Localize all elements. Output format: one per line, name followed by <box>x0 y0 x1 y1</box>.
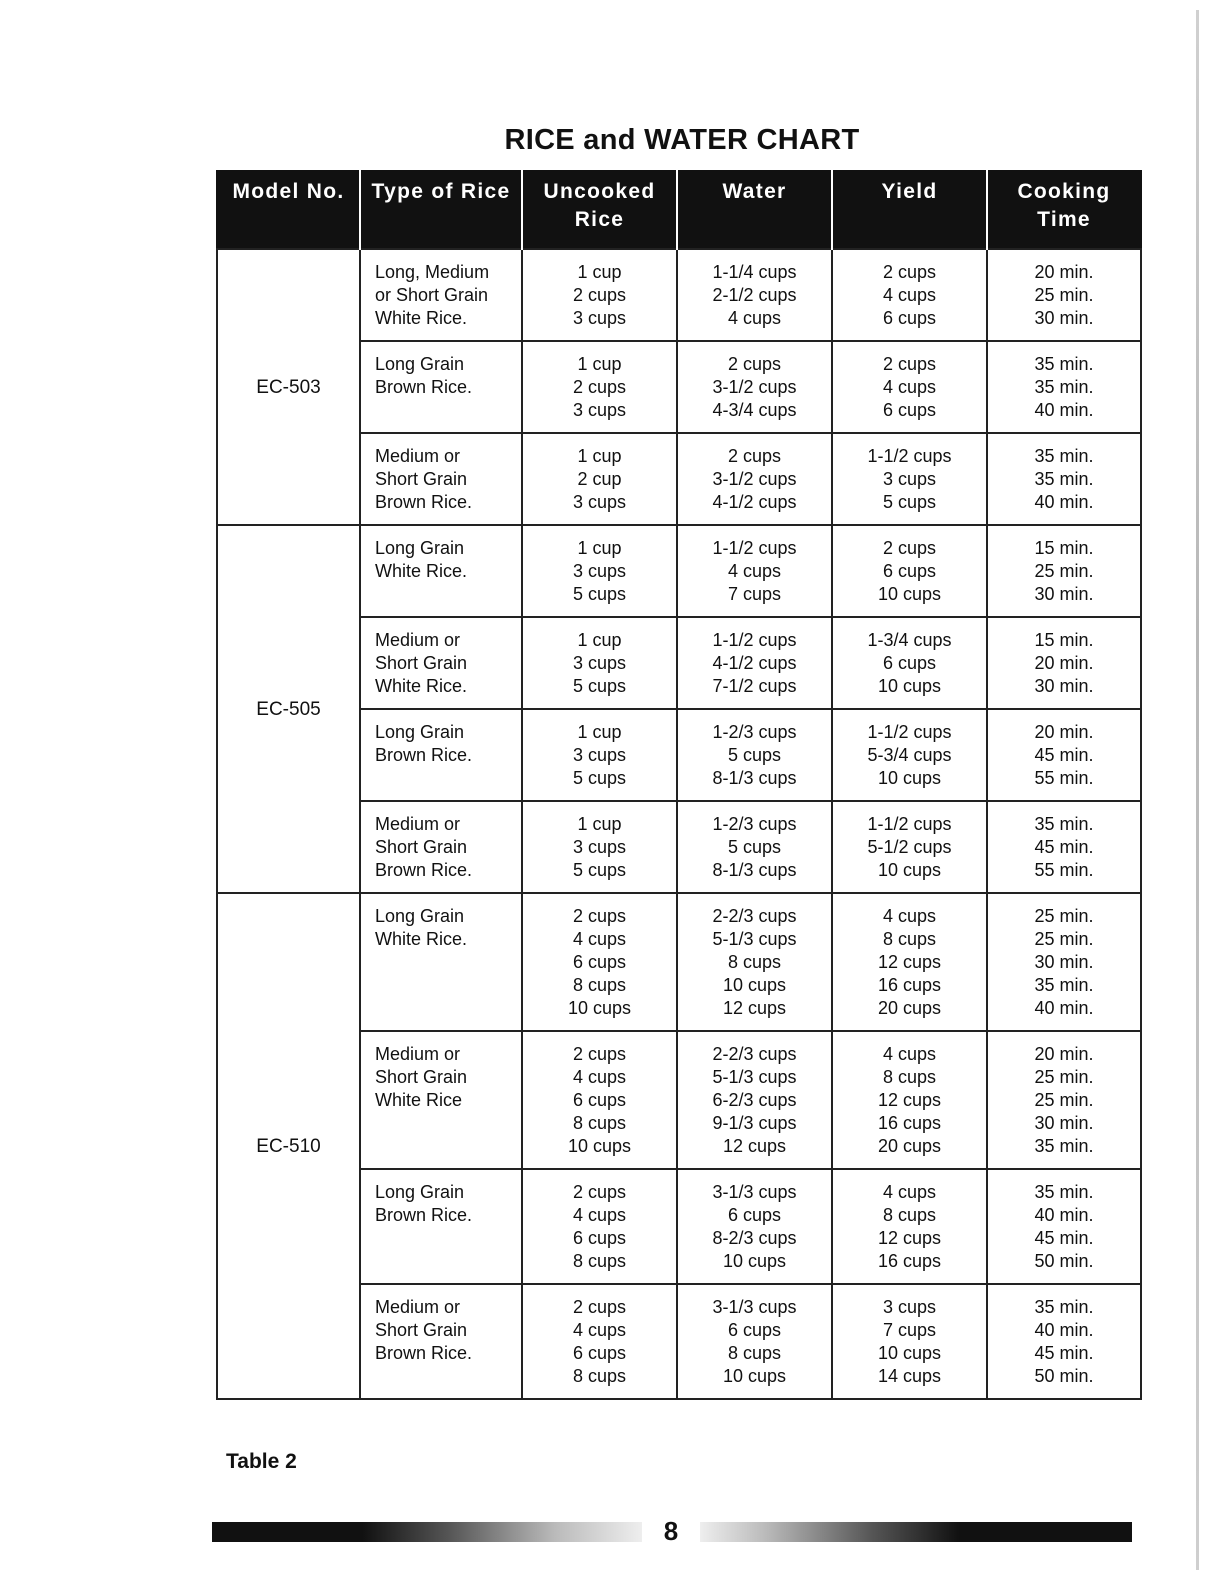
time-cell <box>987 1284 1141 1399</box>
page-number: 8 <box>663 1516 679 1546</box>
time-cell <box>987 1169 1141 1284</box>
yield-line: 8 cups <box>882 1067 937 1087</box>
water-line: 1-1/4 cups <box>712 262 797 282</box>
yield-line: 2 cups <box>882 262 937 282</box>
time-line: 40 min. <box>1034 400 1094 420</box>
time-line: 30 min. <box>1034 1113 1094 1133</box>
type-line: Brown Rice. <box>375 492 473 512</box>
water-line: 9-1/3 cups <box>712 1113 797 1133</box>
type-cell <box>360 1031 522 1169</box>
uncooked-line: 2 cups <box>572 906 627 926</box>
uncooked-line: 8 cups <box>572 1251 627 1271</box>
header-model: Model No. <box>217 171 360 249</box>
yield-line: 6 cups <box>882 308 937 328</box>
water-line: 12 cups <box>722 1136 787 1156</box>
time-line: 20 min. <box>1034 1044 1094 1064</box>
water-line: 10 cups <box>722 975 787 995</box>
uncooked-line: 5 cups <box>572 860 627 880</box>
yield-line: 2 cups <box>882 354 937 374</box>
table-caption: Table 2 <box>226 1450 297 1473</box>
time-line: 25 min. <box>1034 285 1094 305</box>
type-line: White Rice <box>375 1090 463 1110</box>
uncooked-line: 4 cups <box>572 929 627 949</box>
model-cell: EC-510 <box>217 893 360 1399</box>
time-line: 45 min. <box>1034 1343 1094 1363</box>
type-line: Long Grain <box>375 354 465 374</box>
yield-line: 6 cups <box>882 653 937 673</box>
water-line: 1-1/2 cups <box>712 630 797 650</box>
water-line: 6-2/3 cups <box>712 1090 797 1110</box>
time-line: 15 min. <box>1034 538 1094 558</box>
type-line: Long Grain <box>375 1182 465 1202</box>
yield-line: 14 cups <box>877 1366 942 1386</box>
type-cell <box>360 1169 522 1284</box>
water-cell <box>677 1031 832 1169</box>
time-line: 25 min. <box>1034 1090 1094 1110</box>
water-line: 10 cups <box>722 1366 787 1386</box>
table-row <box>217 893 1141 1031</box>
water-line: 7 cups <box>727 584 782 604</box>
type-line: Short Grain <box>375 1067 468 1087</box>
uncooked-line: 6 cups <box>572 1228 627 1248</box>
model-cell: EC-505 <box>217 525 360 893</box>
uncooked-cell <box>522 1284 677 1399</box>
yield-line: 12 cups <box>877 1090 942 1110</box>
type-line: Brown Rice. <box>375 1205 473 1225</box>
yield-line: 12 cups <box>877 1228 942 1248</box>
uncooked-line: 2 cups <box>572 1182 627 1202</box>
yield-line: 7 cups <box>882 1320 937 1340</box>
water-line: 5 cups <box>727 745 782 765</box>
type-cell <box>360 433 522 525</box>
time-cell <box>987 709 1141 801</box>
uncooked-line: 8 cups <box>572 1113 627 1133</box>
water-line: 8-1/3 cups <box>712 768 797 788</box>
uncooked-line: 6 cups <box>572 1090 627 1110</box>
time-line: 55 min. <box>1034 768 1094 788</box>
type-cell <box>360 341 522 433</box>
water-line: 2-2/3 cups <box>712 1044 797 1064</box>
type-cell <box>360 801 522 893</box>
yield-line: 8 cups <box>882 929 937 949</box>
yield-line: 4 cups <box>882 1044 937 1064</box>
yield-line: 4 cups <box>882 1182 937 1202</box>
time-line: 30 min. <box>1034 676 1094 696</box>
time-line: 20 min. <box>1034 653 1094 673</box>
type-line: Medium or <box>375 630 461 650</box>
yield-line: 1-1/2 cups <box>867 814 952 834</box>
yield-line: 5-3/4 cups <box>867 745 952 765</box>
time-line: 25 min. <box>1034 906 1094 926</box>
header-row <box>217 171 1141 249</box>
water-cell <box>677 341 832 433</box>
uncooked-line: 10 cups <box>567 1136 632 1156</box>
uncooked-line: 3 cups <box>572 561 627 581</box>
time-line: 40 min. <box>1034 1205 1094 1225</box>
header-uncooked: Uncooked Rice <box>522 171 677 249</box>
uncooked-line: 5 cups <box>572 676 627 696</box>
type-cell <box>360 249 522 341</box>
uncooked-line: 3 cups <box>572 400 627 420</box>
yield-line: 3 cups <box>882 469 937 489</box>
page-edge-shadow <box>1196 10 1199 1570</box>
yield-line: 20 cups <box>877 1136 942 1156</box>
water-cell <box>677 249 832 341</box>
yield-cell <box>832 709 987 801</box>
water-line: 5-1/3 cups <box>712 929 797 949</box>
water-cell <box>677 709 832 801</box>
water-line: 2-2/3 cups <box>712 906 797 926</box>
water-line: 8-2/3 cups <box>712 1228 797 1248</box>
time-cell <box>987 341 1141 433</box>
yield-line: 16 cups <box>877 975 942 995</box>
yield-line: 5 cups <box>882 492 937 512</box>
water-line: 1-1/2 cups <box>712 538 797 558</box>
water-line: 3-1/2 cups <box>712 469 797 489</box>
header-type: Type of Rice <box>360 171 522 249</box>
uncooked-line: 3 cups <box>572 492 627 512</box>
uncooked-line: 4 cups <box>572 1205 627 1225</box>
water-cell <box>677 893 832 1031</box>
water-line: 5-1/3 cups <box>712 1067 797 1087</box>
header-time: Cooking Time <box>987 171 1141 249</box>
time-cell <box>987 801 1141 893</box>
yield-line: 8 cups <box>882 1205 937 1225</box>
water-line: 3-1/2 cups <box>712 377 797 397</box>
uncooked-cell <box>522 617 677 709</box>
yield-cell <box>832 249 987 341</box>
type-cell <box>360 1284 522 1399</box>
time-cell <box>987 525 1141 617</box>
time-line: 45 min. <box>1034 837 1094 857</box>
table-body <box>217 249 1141 1399</box>
water-line: 4-1/2 cups <box>712 492 797 512</box>
time-line: 35 min. <box>1034 469 1094 489</box>
header-yield: Yield <box>832 171 987 249</box>
water-line: 3-1/3 cups <box>712 1297 797 1317</box>
type-line: Short Grain <box>375 469 468 489</box>
uncooked-line: 1 cup <box>577 262 622 282</box>
type-line: Medium or <box>375 1297 461 1317</box>
uncooked-line: 4 cups <box>572 1067 627 1087</box>
table-row <box>217 249 1141 341</box>
time-line: 45 min. <box>1034 1228 1094 1248</box>
type-line: Short Grain <box>375 1320 468 1340</box>
uncooked-cell <box>522 893 677 1031</box>
table-row <box>217 525 1141 617</box>
yield-line: 16 cups <box>877 1113 942 1133</box>
yield-line: 10 cups <box>877 1343 942 1363</box>
yield-line: 5-1/2 cups <box>867 837 952 857</box>
type-line: Long Grain <box>375 722 465 742</box>
uncooked-cell <box>522 801 677 893</box>
yield-line: 16 cups <box>877 1251 942 1271</box>
water-line: 7-1/2 cups <box>712 676 797 696</box>
yield-line: 4 cups <box>882 906 937 926</box>
uncooked-line: 3 cups <box>572 745 627 765</box>
yield-line: 10 cups <box>877 676 942 696</box>
yield-line: 6 cups <box>882 561 937 581</box>
type-line: Long Grain <box>375 538 465 558</box>
time-line: 35 min. <box>1034 814 1094 834</box>
header-water: Water <box>677 171 832 249</box>
type-line: White Rice. <box>375 561 468 581</box>
yield-cell <box>832 525 987 617</box>
uncooked-line: 3 cups <box>572 837 627 857</box>
water-cell <box>677 525 832 617</box>
uncooked-line: 2 cups <box>572 1297 627 1317</box>
water-line: 4-3/4 cups <box>712 400 797 420</box>
uncooked-line: 1 cup <box>577 814 622 834</box>
type-line: White Rice. <box>375 308 468 328</box>
yield-cell <box>832 1031 987 1169</box>
uncooked-cell <box>522 433 677 525</box>
type-line: Brown Rice. <box>375 860 473 880</box>
water-line: 2 cups <box>727 446 782 466</box>
type-line: Medium or <box>375 1044 461 1064</box>
yield-line: 20 cups <box>877 998 942 1018</box>
time-line: 35 min. <box>1034 975 1094 995</box>
water-line: 12 cups <box>722 998 787 1018</box>
type-line: Short Grain <box>375 837 468 857</box>
uncooked-line: 6 cups <box>572 952 627 972</box>
time-line: 25 min. <box>1034 1067 1094 1087</box>
time-cell <box>987 1031 1141 1169</box>
water-line: 5 cups <box>727 837 782 857</box>
yield-line: 4 cups <box>882 377 937 397</box>
uncooked-line: 5 cups <box>572 584 627 604</box>
water-line: 6 cups <box>727 1205 782 1225</box>
type-cell <box>360 525 522 617</box>
type-cell <box>360 617 522 709</box>
type-line: Medium or <box>375 814 461 834</box>
type-line: Long, Medium <box>375 262 490 282</box>
time-line: 50 min. <box>1034 1251 1094 1271</box>
time-line: 35 min. <box>1034 377 1094 397</box>
chart-title: RICE and WATER CHART <box>504 124 860 156</box>
yield-line: 3 cups <box>882 1297 937 1317</box>
yield-line: 10 cups <box>877 584 942 604</box>
water-cell <box>677 801 832 893</box>
time-line: 40 min. <box>1034 492 1094 512</box>
uncooked-line: 2 cups <box>572 285 627 305</box>
water-line: 4-1/2 cups <box>712 653 797 673</box>
type-line: White Rice. <box>375 929 468 949</box>
water-line: 10 cups <box>722 1251 787 1271</box>
yield-cell <box>832 893 987 1031</box>
time-line: 20 min. <box>1034 722 1094 742</box>
type-line: Brown Rice. <box>375 1343 473 1363</box>
yield-cell <box>832 341 987 433</box>
uncooked-line: 3 cups <box>572 308 627 328</box>
yield-cell <box>832 617 987 709</box>
water-line: 8-1/3 cups <box>712 860 797 880</box>
water-cell <box>677 617 832 709</box>
uncooked-line: 5 cups <box>572 768 627 788</box>
yield-line: 12 cups <box>877 952 942 972</box>
time-line: 15 min. <box>1034 630 1094 650</box>
uncooked-line: 4 cups <box>572 1320 627 1340</box>
yield-cell <box>832 801 987 893</box>
time-line: 40 min. <box>1034 998 1094 1018</box>
type-line: or Short Grain <box>375 285 489 305</box>
time-line: 30 min. <box>1034 308 1094 328</box>
time-line: 55 min. <box>1034 860 1094 880</box>
footer-bar-left <box>212 1522 642 1542</box>
type-line: Brown Rice. <box>375 377 473 397</box>
yield-cell <box>832 433 987 525</box>
uncooked-line: 2 cups <box>572 377 627 397</box>
model-cell: EC-503 <box>217 249 360 525</box>
type-cell <box>360 893 522 1031</box>
time-line: 30 min. <box>1034 584 1094 604</box>
type-cell <box>360 709 522 801</box>
time-line: 25 min. <box>1034 929 1094 949</box>
time-line: 20 min. <box>1034 262 1094 282</box>
uncooked-line: 1 cup <box>577 722 622 742</box>
uncooked-line: 1 cup <box>577 446 622 466</box>
water-cell <box>677 1284 832 1399</box>
uncooked-cell <box>522 341 677 433</box>
time-cell <box>987 249 1141 341</box>
type-line: White Rice. <box>375 676 468 696</box>
footer-bar-right <box>700 1522 1132 1542</box>
uncooked-line: 2 cup <box>577 469 622 489</box>
water-line: 4 cups <box>727 561 782 581</box>
type-line: Long Grain <box>375 906 465 926</box>
uncooked-cell <box>522 525 677 617</box>
type-line: Medium or <box>375 446 461 466</box>
water-cell <box>677 1169 832 1284</box>
water-line: 2 cups <box>727 354 782 374</box>
uncooked-line: 2 cups <box>572 1044 627 1064</box>
yield-line: 2 cups <box>882 538 937 558</box>
yield-line: 10 cups <box>877 768 942 788</box>
water-line: 4 cups <box>727 308 782 328</box>
uncooked-line: 1 cup <box>577 538 622 558</box>
uncooked-line: 6 cups <box>572 1343 627 1363</box>
water-line: 3-1/3 cups <box>712 1182 797 1202</box>
time-line: 25 min. <box>1034 561 1094 581</box>
time-cell <box>987 617 1141 709</box>
water-cell <box>677 433 832 525</box>
water-line: 8 cups <box>727 1343 782 1363</box>
yield-cell <box>832 1169 987 1284</box>
yield-line: 1-1/2 cups <box>867 446 952 466</box>
time-cell <box>987 893 1141 1031</box>
water-line: 2-1/2 cups <box>712 285 797 305</box>
uncooked-line: 8 cups <box>572 1366 627 1386</box>
uncooked-line: 10 cups <box>567 998 632 1018</box>
time-line: 30 min. <box>1034 952 1094 972</box>
type-line: Brown Rice. <box>375 745 473 765</box>
uncooked-line: 3 cups <box>572 653 627 673</box>
time-line: 45 min. <box>1034 745 1094 765</box>
time-line: 35 min. <box>1034 1182 1094 1202</box>
water-line: 1-2/3 cups <box>712 722 797 742</box>
uncooked-line: 1 cup <box>577 354 622 374</box>
rice-water-table <box>216 170 1142 1400</box>
time-line: 35 min. <box>1034 354 1094 374</box>
water-line: 8 cups <box>727 952 782 972</box>
uncooked-cell <box>522 1169 677 1284</box>
yield-line: 6 cups <box>882 400 937 420</box>
type-line: Short Grain <box>375 653 468 673</box>
uncooked-cell <box>522 249 677 341</box>
yield-line: 1-3/4 cups <box>867 630 952 650</box>
uncooked-cell <box>522 709 677 801</box>
time-line: 35 min. <box>1034 446 1094 466</box>
time-line: 40 min. <box>1034 1320 1094 1340</box>
water-line: 1-2/3 cups <box>712 814 797 834</box>
yield-line: 4 cups <box>882 285 937 305</box>
yield-line: 10 cups <box>877 860 942 880</box>
time-line: 35 min. <box>1034 1297 1094 1317</box>
time-cell <box>987 433 1141 525</box>
uncooked-cell <box>522 1031 677 1169</box>
uncooked-line: 1 cup <box>577 630 622 650</box>
water-line: 6 cups <box>727 1320 782 1340</box>
uncooked-line: 8 cups <box>572 975 627 995</box>
yield-cell <box>832 1284 987 1399</box>
time-line: 35 min. <box>1034 1136 1094 1156</box>
yield-line: 1-1/2 cups <box>867 722 952 742</box>
time-line: 50 min. <box>1034 1366 1094 1386</box>
